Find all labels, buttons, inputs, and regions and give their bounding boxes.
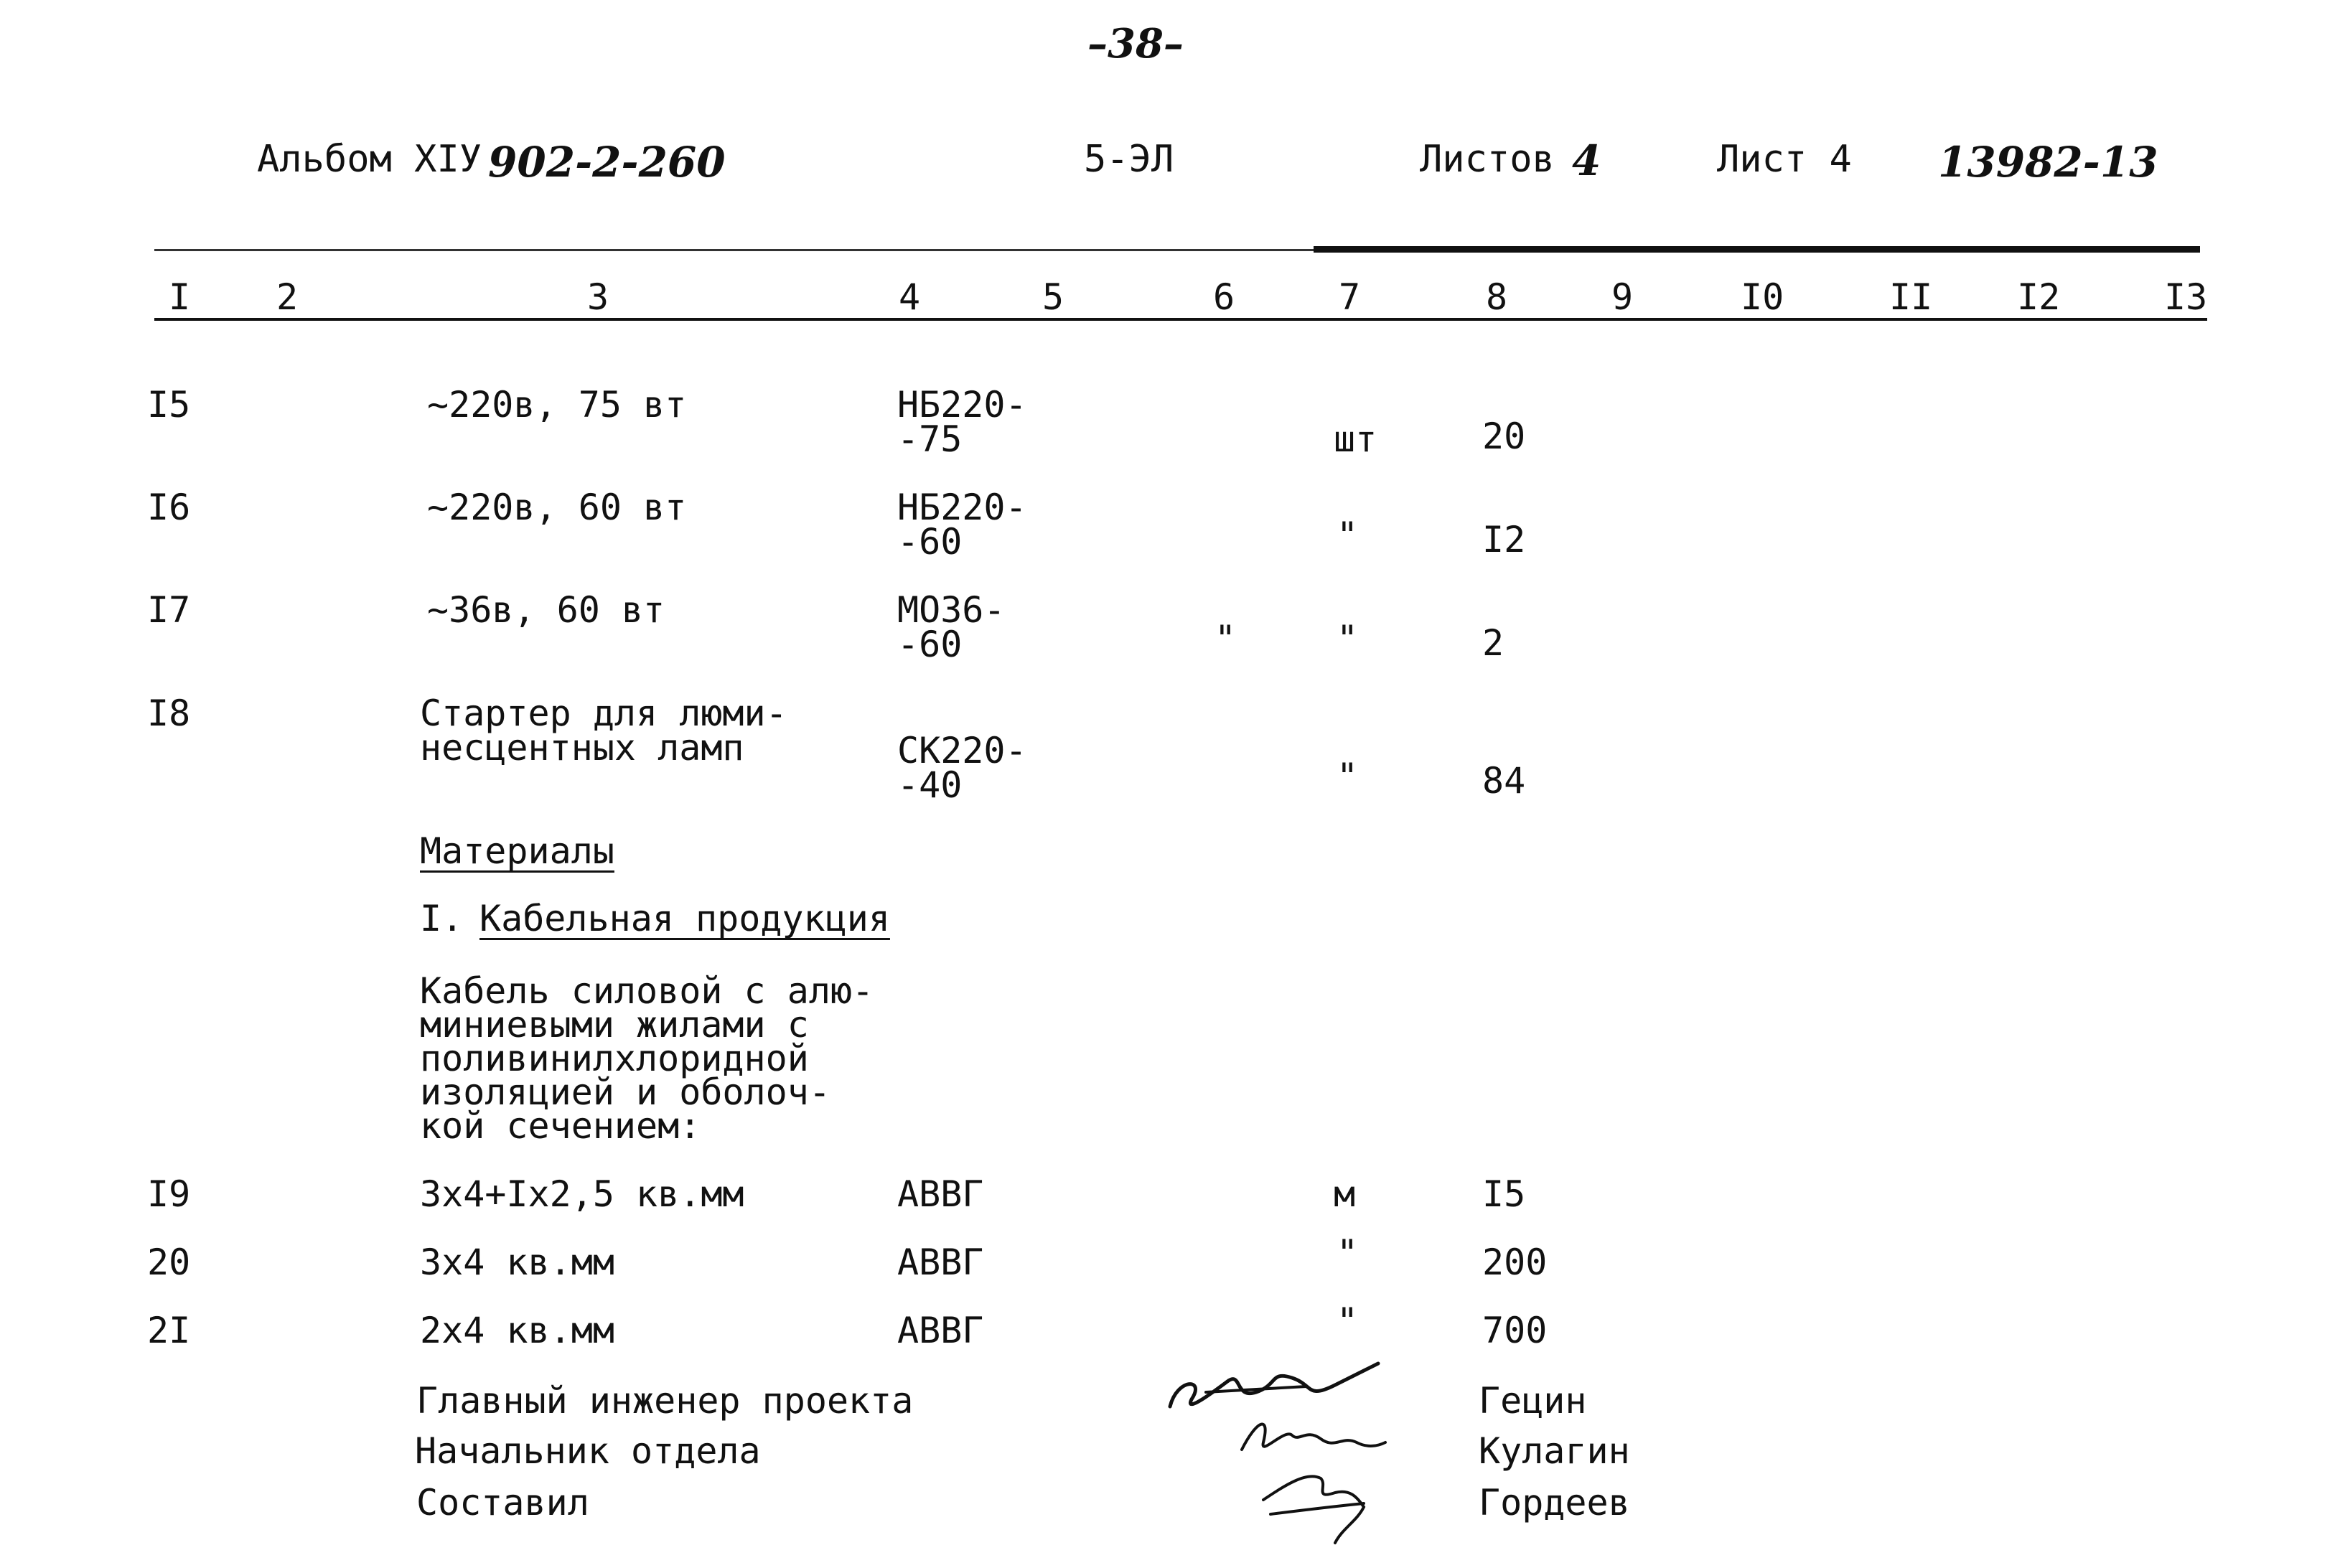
row-number: I8: [147, 693, 191, 734]
column-number: 8: [1486, 276, 1508, 318]
signature-name: Гецин: [1479, 1380, 1587, 1422]
row-quantity: 84: [1482, 760, 1526, 802]
row-type: НБ220- -60: [897, 487, 1027, 563]
signature-role: Главный инженер проекта: [416, 1380, 914, 1422]
signature-name: Кулагин: [1479, 1430, 1630, 1472]
row-quantity: I2: [1482, 519, 1526, 560]
row-description: 2х4 кв.мм: [420, 1310, 614, 1351]
sheet-label: Лист 4: [1717, 138, 1852, 181]
row-quantity: 20: [1482, 416, 1526, 457]
cable-description: Кабель силовой с алю- миниевыми жилами с поливинилхлоридной изоляцией и оболоч- кой сечением:: [420, 970, 874, 1147]
row-number: I5: [147, 384, 191, 426]
column-number: I3: [2164, 276, 2208, 318]
signature-role: Начальник отдела: [415, 1430, 761, 1472]
column-number: I: [169, 276, 191, 318]
page-number: –38–: [1087, 20, 1184, 67]
row-unit: ": [1337, 618, 1359, 659]
row-unit: ": [1337, 515, 1359, 556]
section-code: 5-ЭЛ: [1084, 138, 1174, 181]
handwritten-signature: [1256, 1457, 1385, 1564]
row-type: СК220- -40: [897, 730, 1027, 806]
row-type: НБ220- -75: [897, 384, 1027, 460]
album-code: 902-2-260: [488, 138, 726, 187]
column-number: 3: [587, 276, 609, 318]
row-number: 20: [147, 1241, 191, 1283]
row-quantity: 700: [1482, 1310, 1548, 1351]
row-type: АВВГ: [897, 1173, 984, 1215]
sheets-label: Листов: [1420, 138, 1555, 181]
row-unit: ": [1337, 1300, 1359, 1342]
header-top-rule-thin: [154, 249, 1317, 251]
header-top-rule-thick: [1314, 246, 2200, 253]
row-type: АВВГ: [897, 1310, 984, 1351]
row-description: ~220в, 60 вт: [427, 487, 687, 528]
handwritten-signature: [1235, 1407, 1393, 1464]
row-unit: м: [1334, 1173, 1356, 1215]
column-number: I2: [2017, 276, 2061, 318]
column-number: 7: [1339, 276, 1361, 318]
signature-name: Гордеев: [1479, 1482, 1630, 1524]
document-number: 13982-13: [1938, 138, 2158, 187]
row-type: АВВГ: [897, 1241, 984, 1283]
row-description: Стартер для люми- несцентных ламп: [420, 693, 787, 769]
cable-heading-number: I.: [420, 898, 464, 939]
column-number: 2: [276, 276, 299, 318]
row-description: ~220в, 75 вт: [427, 384, 687, 426]
row-number: I7: [147, 589, 191, 631]
row-description: 3х4 кв.мм: [420, 1241, 614, 1283]
row-description: ~36в, 60 вт: [427, 589, 665, 631]
row-number: I6: [147, 487, 191, 528]
row-quantity: 2: [1482, 622, 1504, 664]
row-unit: ": [1337, 756, 1359, 797]
row-unit: ": [1337, 1232, 1359, 1274]
column-header-rule: [154, 318, 2207, 321]
sheets-count: 4: [1572, 136, 1601, 185]
signature-role: Составил: [416, 1482, 589, 1524]
album-label: Альбом XIУ: [257, 138, 482, 181]
column-number: 9: [1611, 276, 1634, 318]
column-number: 5: [1042, 276, 1064, 318]
column-number: I0: [1741, 276, 1784, 318]
row-quantity: I5: [1482, 1173, 1526, 1215]
row-unit: шт: [1334, 418, 1377, 460]
column-number: II: [1889, 276, 1933, 318]
row-number: 2I: [147, 1310, 191, 1351]
row-col6: ": [1215, 618, 1237, 659]
cable-heading: Кабельная продукция: [479, 898, 890, 939]
column-number: 6: [1213, 276, 1235, 318]
materials-heading: Материалы: [420, 830, 614, 872]
row-type: МО36- -60: [897, 589, 1006, 665]
column-number: 4: [899, 276, 921, 318]
row-number: I9: [147, 1173, 191, 1215]
row-quantity: 200: [1482, 1241, 1548, 1283]
row-description: 3х4+Iх2,5 кв.мм: [420, 1173, 744, 1215]
